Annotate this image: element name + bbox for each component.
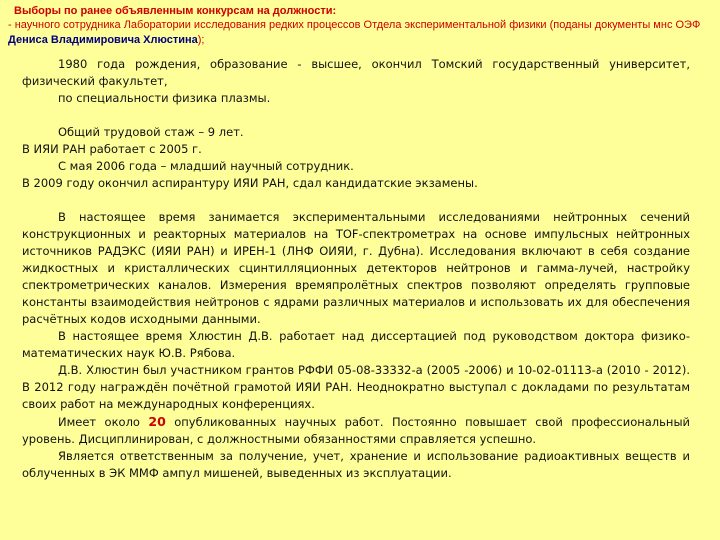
paragraph-gap (22, 107, 690, 124)
position-text: - научного сотрудника Лаборатории исследования редких процессов Отдела экспериментальной физики (поданы документы мнс ОЭФ (8, 19, 701, 31)
research-dissertation: В настоящее время Хлюстин Д.В. работает над диссертацией под руководством доктора физико-математических наук Ю.В. Рябова. (22, 329, 690, 360)
bio-work-experience: Общий трудовой стаж – 9 лет. (58, 125, 244, 139)
position-description (0, 18, 720, 48)
research-publications (22, 413, 690, 448)
bio-position: С мая 2006 года – младший научный сотрудник. (58, 159, 354, 173)
bio-specialty: по специальности физика плазмы. (58, 91, 271, 105)
research-responsibility: Является ответственным за получение, учет, хранение и использование радиоактивных веществ и облученных в ЭК ММФ ампул мишеней, выведенных из эксплуатации. (22, 449, 690, 480)
publications-count: 20 (148, 414, 166, 429)
bio-birth-education: 1980 года рождения, образование - высшее, окончил Томский государственный университет, физический факультет, (22, 57, 690, 88)
publications-prefix: Имеет около (58, 415, 149, 429)
bio-postgrad: В 2009 году окончил аспирантуру ИЯИ РАН, сдал кандидатские экзамены. (22, 176, 478, 190)
research-grants-awards: Д.В. Хлюстин был участником грантов РФФИ 05-08-33332-а (2005 -2006) и 10-02-01113-а (2010 - 2012). В 2012 году награждён почётной грамотой ИЯИ РАН. Неоднократно выступал с докладами по результатам своих работ на международных конференциях. (22, 363, 690, 411)
header (0, 4, 720, 48)
candidate-name: Дениса Владимировича Хлюстина (8, 34, 198, 46)
publications-suffix: опубликованных научных работ. Постоянно повышает свой профессиональный уровень. Дисциплинирован, с должностными обязанностями справляется успешно. (22, 415, 691, 446)
paragraph-gap (22, 192, 690, 209)
page-title: Выборы по ранее объявленным конкурсам на должности: (14, 5, 337, 17)
position-text-end: ); (197, 34, 205, 46)
research-current-work: В настоящее время занимается экспериментальными исследованиями нейтронных сечений конструкционных и реакторных материалов на TOF-спектрометрах на основе импульсных нейтронных источников РАДЭКС (ИЯИ РАН) и ИРЕН-1 (ЛНФ ОИЯИ, г. Дубна). Исследования включают в себя создание жидкостных и кристаллических сцинтилляционных детекторов нейтронов и гамма-лучей, настройку спектрометрических каналов. Измерения времяпролётных спектров позволяют определять групповые константы взаимодействия нейтронов с ядрами различных материалов и использовать их для обеспечения расчётных кодов исходными данными. (22, 210, 690, 326)
bio-at-institute: В ИЯИ РАН работает с 2005 г. (22, 142, 202, 156)
biography-text (22, 56, 690, 482)
